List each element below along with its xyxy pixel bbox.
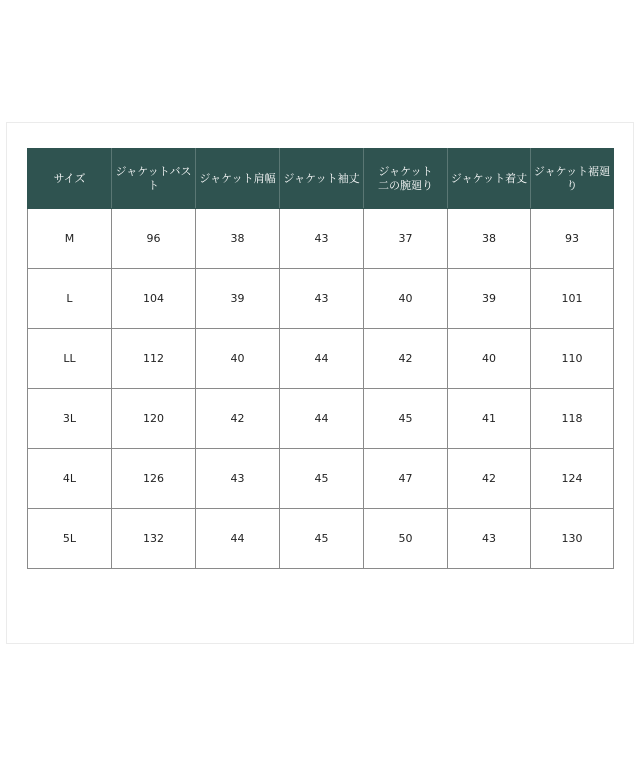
cell-bust: 96 — [112, 209, 196, 269]
cell-size: M — [28, 209, 112, 269]
cell-upper-arm: 40 — [364, 269, 448, 329]
header-jacket-sleeve-length: ジャケット袖丈 — [280, 149, 364, 209]
cell-hem: 101 — [531, 269, 614, 329]
cell-upper-arm: 47 — [364, 449, 448, 509]
cell-hem: 130 — [531, 509, 614, 569]
cell-length: 42 — [448, 449, 531, 509]
cell-sleeve: 44 — [280, 389, 364, 449]
cell-upper-arm: 50 — [364, 509, 448, 569]
cell-shoulder: 40 — [196, 329, 280, 389]
header-jacket-length: ジャケット着丈 — [448, 149, 531, 209]
cell-hem: 110 — [531, 329, 614, 389]
cell-shoulder: 44 — [196, 509, 280, 569]
cell-bust: 120 — [112, 389, 196, 449]
header-row — [28, 149, 614, 209]
cell-shoulder: 43 — [196, 449, 280, 509]
table-row — [28, 509, 614, 569]
cell-upper-arm: 42 — [364, 329, 448, 389]
cell-hem: 93 — [531, 209, 614, 269]
cell-shoulder: 42 — [196, 389, 280, 449]
cell-length: 41 — [448, 389, 531, 449]
cell-bust: 132 — [112, 509, 196, 569]
cell-size: LL — [28, 329, 112, 389]
header-jacket-hem: ジャケット裾廻り — [531, 149, 614, 209]
cell-sleeve: 43 — [280, 269, 364, 329]
cell-length: 40 — [448, 329, 531, 389]
cell-size: L — [28, 269, 112, 329]
table-row — [28, 269, 614, 329]
cell-upper-arm: 37 — [364, 209, 448, 269]
cell-bust: 112 — [112, 329, 196, 389]
cell-shoulder: 38 — [196, 209, 280, 269]
cell-hem: 124 — [531, 449, 614, 509]
header-jacket-upper-arm: ジャケット 二の腕廻り — [364, 149, 448, 209]
header-size: サイズ — [28, 149, 112, 209]
cell-length: 39 — [448, 269, 531, 329]
cell-length: 38 — [448, 209, 531, 269]
size-chart-table — [27, 148, 614, 569]
table-row — [28, 389, 614, 449]
cell-sleeve: 44 — [280, 329, 364, 389]
header-jacket-bust: ジャケットバスト — [112, 149, 196, 209]
cell-sleeve: 45 — [280, 449, 364, 509]
cell-hem: 118 — [531, 389, 614, 449]
cell-sleeve: 45 — [280, 509, 364, 569]
cell-size: 4L — [28, 449, 112, 509]
cell-upper-arm: 45 — [364, 389, 448, 449]
table-row — [28, 209, 614, 269]
cell-bust: 104 — [112, 269, 196, 329]
cell-shoulder: 39 — [196, 269, 280, 329]
table-row — [28, 329, 614, 389]
cell-size: 3L — [28, 389, 112, 449]
cell-bust: 126 — [112, 449, 196, 509]
header-jacket-shoulder-width: ジャケット肩幅 — [196, 149, 280, 209]
cell-sleeve: 43 — [280, 209, 364, 269]
cell-size: 5L — [28, 509, 112, 569]
table-row — [28, 449, 614, 509]
cell-length: 43 — [448, 509, 531, 569]
